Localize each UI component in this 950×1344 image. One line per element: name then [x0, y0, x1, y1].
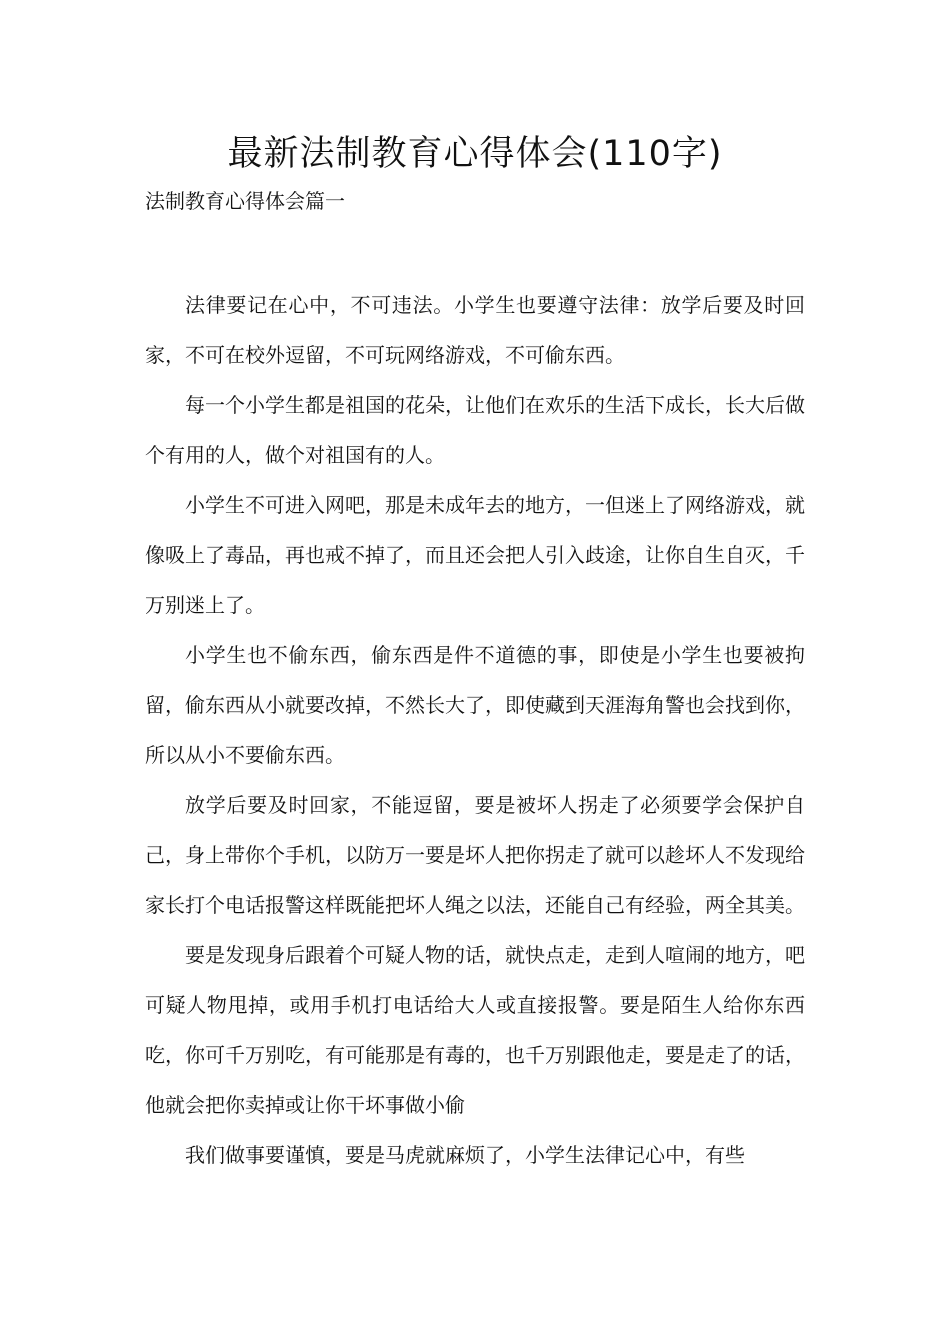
body-paragraph: 放学后要及时回家，不能逗留，要是被坏人拐走了必须要学会保护自己，身上带你个手机，以防万一要是坏人把你拐走了就可以趁坏人不发现给家长打个电话报警这样既能把坏人绳之以法，还能自己有经验，两全其美。 [145, 793, 805, 917]
body-paragraph: 小学生也不偷东西，偷东西是件不道德的事，即使是小学生也要被拘留，偷东西从小就要改掉，不然长大了，即使藏到天涯海角警也会找到你，所以从小不要偷东西。 [145, 643, 805, 767]
body-paragraph: 每一个小学生都是祖国的花朵，让他们在欢乐的生活下成长，长大后做个有用的人，做个对祖国有的人。 [145, 393, 805, 467]
body-paragraph: 法律要记在心中，不可违法。小学生也要遵守法律：放学后要及时回家，不可在校外逗留，不可玩网络游戏，不可偷东西。 [145, 293, 805, 367]
body-paragraph: 我们做事要谨慎，要是马虎就麻烦了，小学生法律记心中，有些 [185, 1143, 745, 1167]
body-paragraph: 要是发现身后跟着个可疑人物的话，就快点走，走到人喧闹的地方，吧可疑人物甩掉，或用手机打电话给大人或直接报警。要是陌生人给你东西吃，你可千万别吃，有可能那是有毒的，也千万别跟他走，要是走了的话，他就会把你卖掉或让你干坏事做小偷 [145, 943, 805, 1117]
document-body [145, 280, 805, 1180]
document-subtitle: 法制教育心得体会篇一 [145, 189, 345, 213]
document-title: 最新法制教育心得体会(110字) [227, 134, 723, 174]
body-paragraph: 小学生不可进入网吧，那是未成年去的地方，一但迷上了网络游戏，就像吸上了毒品，再也戒不掉了，而且还会把人引入歧途，让你自生自灭，千万别迷上了。 [145, 493, 805, 617]
